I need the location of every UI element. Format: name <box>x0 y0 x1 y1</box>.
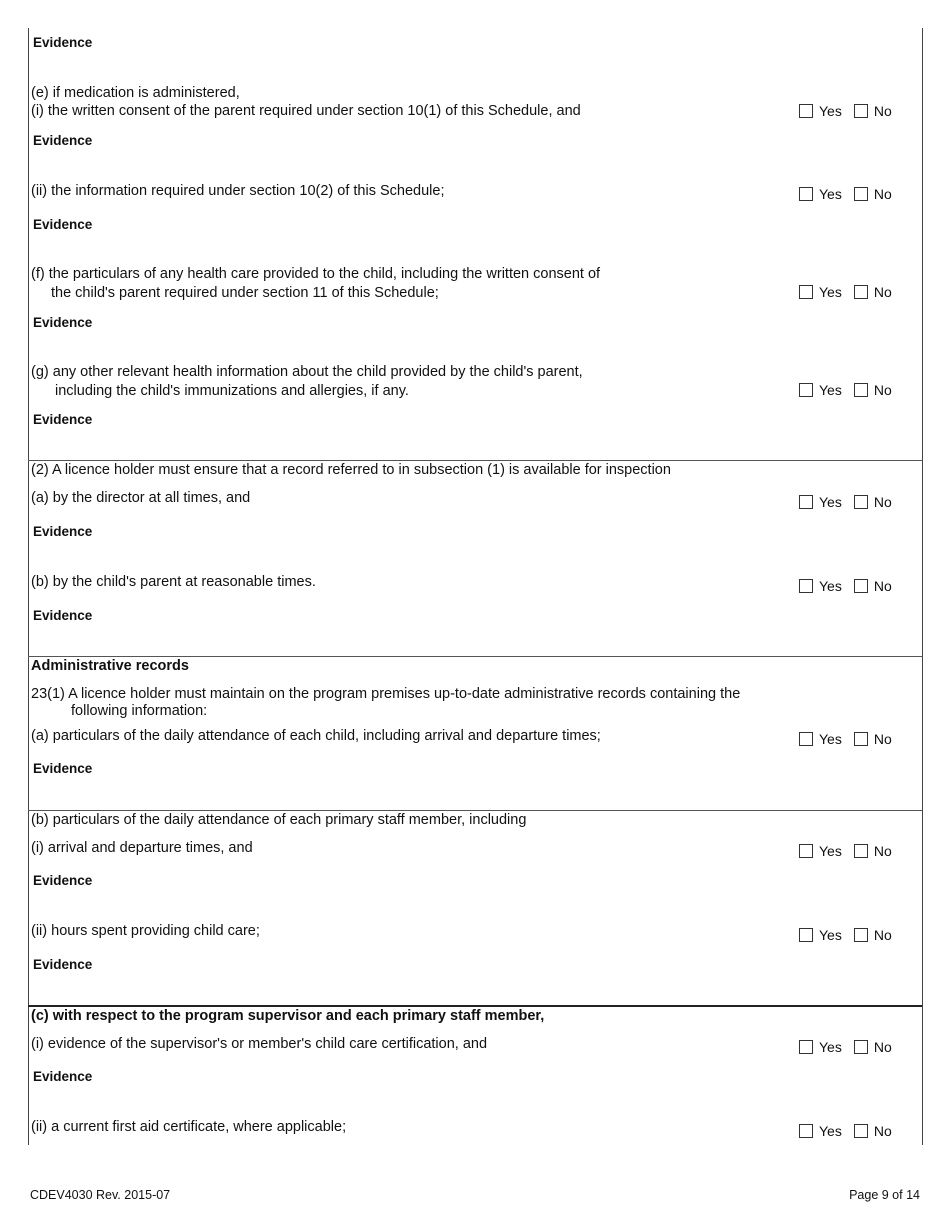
evidence-label: Evidence <box>33 412 93 427</box>
item-23c-ii: (ii) a current first aid certificate, where applicable; <box>31 1119 347 1135</box>
yes-no-group <box>799 1039 892 1055</box>
item-g-line2: including the child's immunizations and allergies, if any. <box>55 383 409 399</box>
item-23a: (a) particulars of the daily attendance of each child, including arrival and departure times; <box>31 728 601 744</box>
yes-label: Yes <box>819 103 842 119</box>
item-2a: (a) by the director at all times, and <box>31 490 251 506</box>
item-2b: (b) by the child's parent at reasonable times. <box>31 574 316 590</box>
item-g-line1: (g) any other relevant health information about the child provided by the child's parent, <box>31 364 583 380</box>
evidence-label: Evidence <box>33 217 93 232</box>
no-label: No <box>873 284 892 300</box>
no-checkbox[interactable] <box>854 732 868 746</box>
yes-label: Yes <box>819 731 842 747</box>
item-23c: (c) with respect to the program supervisor and each primary staff member, <box>31 1008 545 1024</box>
evidence-label: Evidence <box>33 1069 93 1084</box>
no-checkbox[interactable] <box>854 104 868 118</box>
item-23b-ii: (ii) hours spent providing child care; <box>31 923 260 939</box>
item-e-i: (i) the written consent of the parent required under section 10(1) of this Schedule, and <box>31 103 581 119</box>
item-23b: (b) particulars of the daily attendance of each primary staff member, including <box>31 812 527 828</box>
no-label: No <box>873 731 892 747</box>
no-label: No <box>873 103 892 119</box>
item-f-line1: (f) the particulars of any health care provided to the child, including the written consent of <box>31 266 601 282</box>
item-f-line2: the child's parent required under section 11 of this Schedule; <box>51 285 439 301</box>
no-checkbox[interactable] <box>854 928 868 942</box>
no-checkbox[interactable] <box>854 285 868 299</box>
yes-label: Yes <box>819 186 842 202</box>
no-checkbox[interactable] <box>854 844 868 858</box>
admin-records-heading: Administrative records <box>31 658 189 674</box>
no-checkbox[interactable] <box>854 1040 868 1054</box>
no-label: No <box>873 927 892 943</box>
yes-checkbox[interactable] <box>799 732 813 746</box>
item-e-intro: (e) if medication is administered, <box>31 85 240 101</box>
evidence-label: Evidence <box>33 761 93 776</box>
no-label: No <box>873 1039 892 1055</box>
yes-no-group <box>799 103 892 119</box>
no-checkbox[interactable] <box>854 495 868 509</box>
evidence-label: Evidence <box>33 315 93 330</box>
page-number: Page 9 of 14 <box>849 1188 920 1202</box>
no-label: No <box>873 494 892 510</box>
no-label: No <box>873 578 892 594</box>
section-23-line2: following information: <box>71 703 208 719</box>
yes-label: Yes <box>819 284 842 300</box>
yes-label: Yes <box>819 927 842 943</box>
no-label: No <box>873 1123 892 1139</box>
no-checkbox[interactable] <box>854 579 868 593</box>
yes-label: Yes <box>819 382 842 398</box>
no-label: No <box>873 186 892 202</box>
no-checkbox[interactable] <box>854 1124 868 1138</box>
yes-checkbox[interactable] <box>799 579 813 593</box>
yes-checkbox[interactable] <box>799 285 813 299</box>
section-2-intro: (2) A licence holder must ensure that a record referred to in subsection (1) is available for inspection <box>31 462 671 478</box>
yes-checkbox[interactable] <box>799 844 813 858</box>
yes-checkbox[interactable] <box>799 1040 813 1054</box>
yes-label: Yes <box>819 578 842 594</box>
evidence-label: Evidence <box>33 608 93 623</box>
item-23c-i: (i) evidence of the supervisor's or member's child care certification, and <box>31 1036 488 1052</box>
no-label: No <box>873 382 892 398</box>
yes-no-group <box>799 494 892 510</box>
no-checkbox[interactable] <box>854 383 868 397</box>
item-e-ii: (ii) the information required under section 10(2) of this Schedule; <box>31 183 445 199</box>
evidence-label: Evidence <box>33 133 93 148</box>
item-23b-i: (i) arrival and departure times, and <box>31 840 253 856</box>
yes-label: Yes <box>819 494 842 510</box>
yes-checkbox[interactable] <box>799 383 813 397</box>
evidence-label: Evidence <box>33 524 93 539</box>
evidence-label: Evidence <box>33 873 93 888</box>
yes-no-group <box>799 578 892 594</box>
yes-no-group <box>799 1123 892 1139</box>
no-checkbox[interactable] <box>854 187 868 201</box>
yes-label: Yes <box>819 1039 842 1055</box>
yes-checkbox[interactable] <box>799 495 813 509</box>
yes-checkbox[interactable] <box>799 187 813 201</box>
evidence-label: Evidence <box>33 957 93 972</box>
yes-label: Yes <box>819 843 842 859</box>
yes-checkbox[interactable] <box>799 104 813 118</box>
yes-no-group <box>799 382 892 398</box>
yes-checkbox[interactable] <box>799 1124 813 1138</box>
yes-no-group <box>799 843 892 859</box>
evidence-label: Evidence <box>33 35 93 50</box>
yes-no-group <box>799 927 892 943</box>
yes-no-group <box>799 731 892 747</box>
yes-no-group <box>799 284 892 300</box>
yes-no-group <box>799 186 892 202</box>
section-23-line1: 23(1) A licence holder must maintain on the program premises up-to-date administrative records containing the <box>31 686 741 702</box>
no-label: No <box>873 843 892 859</box>
form-code: CDEV4030 Rev. 2015-07 <box>30 1188 171 1202</box>
yes-checkbox[interactable] <box>799 928 813 942</box>
yes-label: Yes <box>819 1123 842 1139</box>
